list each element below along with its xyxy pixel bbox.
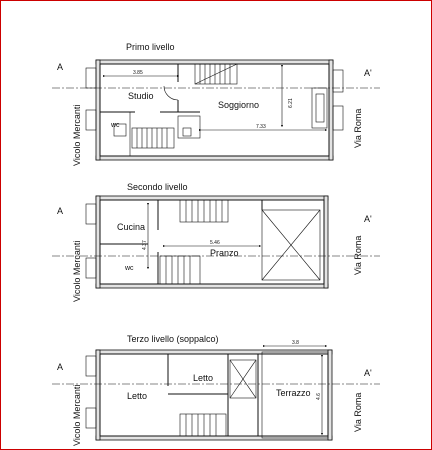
- room-label: wc: [111, 122, 120, 129]
- dim-level2-depth: 4.37: [142, 240, 148, 250]
- east-wall: [329, 60, 333, 160]
- street-label-right: Via Roma: [353, 108, 363, 148]
- room-label: Letto: [193, 373, 214, 383]
- dim-level2-length: 5.46: [210, 240, 220, 246]
- street-label-right: Via Roma: [353, 392, 363, 432]
- level-2-title: Secondo livello: [127, 182, 188, 192]
- section-marker-a-prime: A': [364, 368, 372, 378]
- west-wall: [96, 60, 100, 160]
- section-marker-a: A: [57, 206, 64, 216]
- dim-level1-length: 7.33: [256, 124, 266, 130]
- window-left: [86, 68, 96, 88]
- room-label: Cucina: [117, 222, 146, 232]
- room-label: wc: [125, 265, 134, 272]
- section-marker-a-prime: A': [364, 214, 372, 224]
- level-3-title: Terzo livello (soppalco): [127, 334, 219, 344]
- room-label: Soggiorno: [218, 100, 260, 110]
- street-label-left: Vicolo Mercanti: [72, 104, 82, 166]
- street-label-left: Vicolo Mercanti: [72, 240, 82, 302]
- dim-studio-width: 3.85: [133, 70, 143, 76]
- level-1-plan: [52, 42, 380, 166]
- window-left: [86, 110, 96, 130]
- level-2-plan: [52, 182, 380, 302]
- section-marker-a: A: [57, 62, 64, 72]
- level-1-title: Primo livello: [126, 42, 175, 52]
- section-marker-a-prime: A': [364, 68, 372, 78]
- room-label: Terrazzo: [276, 388, 311, 398]
- window-left: [86, 258, 96, 278]
- window-left: [86, 408, 96, 428]
- north-wall: [96, 60, 333, 64]
- street-label-left: Vicolo Mercanti: [72, 384, 82, 446]
- window-right: [333, 70, 343, 92]
- street-label-right: Via Roma: [353, 235, 363, 275]
- section-marker-a: A: [57, 362, 64, 372]
- dim-terrace-width: 3.8: [292, 340, 299, 346]
- room-label: Pranzo: [210, 248, 239, 258]
- window-left: [86, 204, 96, 224]
- window-right: [333, 106, 343, 130]
- room-label: Letto: [127, 391, 148, 401]
- window-left: [86, 356, 96, 376]
- level-3-plan: [52, 334, 380, 446]
- dim-terrace-depth: 4.6: [316, 393, 322, 400]
- room-label: Studio: [128, 91, 154, 101]
- dim-level1-depth: 6.21: [288, 98, 294, 108]
- south-wall: [96, 156, 333, 160]
